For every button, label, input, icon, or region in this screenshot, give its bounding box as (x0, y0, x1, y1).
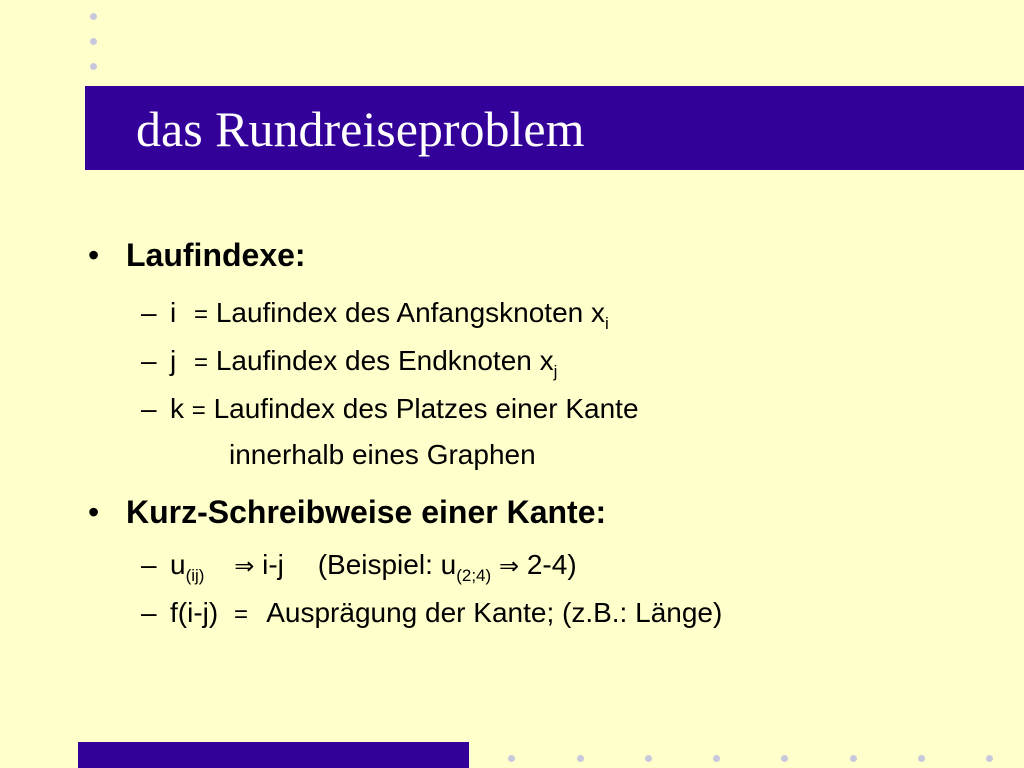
decorative-dot (918, 755, 925, 762)
edge-notation-line (170, 551, 577, 584)
dash-marker: – (141, 297, 157, 328)
implies-arrow-icon: ⇒ (234, 552, 255, 580)
index-var: i (170, 297, 177, 328)
decorative-dot (645, 755, 652, 762)
decorative-dot (986, 755, 993, 762)
edge-var: u (170, 549, 186, 580)
index-line-k (170, 395, 639, 423)
dash-marker: – (141, 549, 157, 580)
bullet-marker: • (88, 494, 100, 530)
decorative-dot (781, 755, 788, 762)
edge-function: f(i-j) (170, 597, 219, 628)
section-heading-kurz-schreibweise: Kurz-Schreibweise einer Kante: (126, 494, 607, 530)
index-description: Laufindex des Platzes einer Kante (213, 393, 639, 424)
subscript: i (605, 314, 609, 333)
dash-marker: – (141, 597, 157, 628)
equals-sign: = (194, 349, 209, 376)
decorative-dot (508, 755, 515, 762)
dash-marker: – (141, 393, 157, 424)
edge-value-line (170, 599, 722, 627)
example-open: (Beispiel: u (317, 549, 457, 580)
decorative-dot (850, 755, 857, 762)
subscript: (ij) (185, 566, 205, 585)
index-line-j (170, 347, 557, 380)
index-description: Laufindex des Endknoten x (215, 345, 554, 376)
decorative-dot (577, 755, 584, 762)
footer-bar (78, 742, 469, 768)
index-description: Laufindex des Anfangsknoten x (215, 297, 605, 328)
subscript: j (553, 362, 558, 381)
bullet-marker: • (88, 237, 100, 273)
implies-arrow-icon: ⇒ (498, 552, 520, 580)
index-var: j (170, 345, 177, 376)
equals-sign: = (194, 301, 209, 328)
slide-title: das Rundreiseproblem (136, 101, 585, 157)
index-var: k (170, 393, 184, 424)
edge-value-description: Ausprägung der Kante; (z.B.: Länge) (266, 597, 723, 628)
index-line-i (170, 299, 609, 332)
equals-sign: = (191, 397, 206, 424)
equals-sign: = (233, 601, 248, 628)
dash-marker: – (141, 345, 157, 376)
index-line-k-continuation: innerhalb eines Graphen (229, 439, 536, 470)
subscript: (2;4) (456, 566, 492, 585)
decorative-dot (713, 755, 720, 762)
edge-result: i-j (262, 549, 284, 580)
section-heading-laufindexe: Laufindexe: (126, 237, 306, 273)
example-result: 2-4) (526, 549, 577, 580)
